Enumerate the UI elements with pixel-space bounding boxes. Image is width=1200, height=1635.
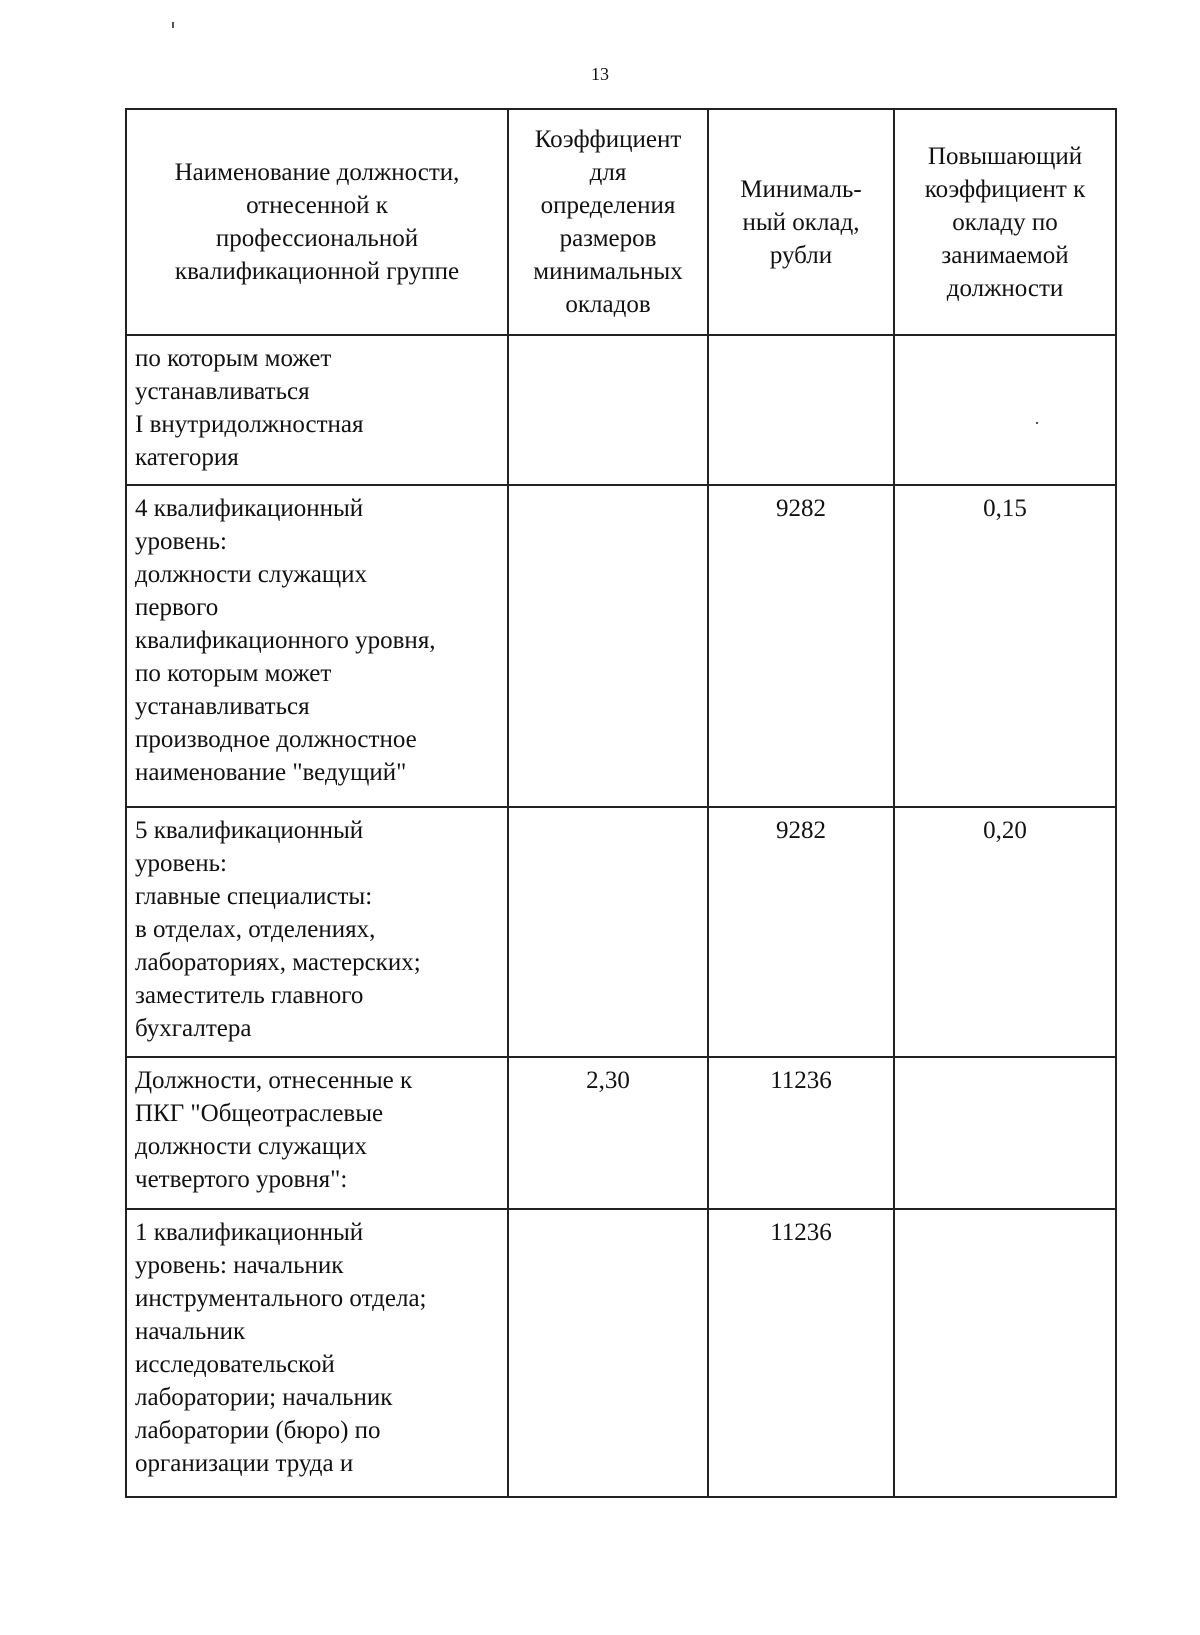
cell-coefficient: 2,30 (508, 1057, 708, 1209)
cell-min-salary: 11236 (708, 1209, 894, 1497)
table-row (126, 485, 1116, 807)
cell-raise-coefficient (894, 1057, 1116, 1209)
cell-position-name: 1 квалификационный уровень: начальник инструментального отдела; начальник исследовательской лаборатории; начальник лаборатории (бюро) по организации труда и (126, 1209, 508, 1497)
table-row (126, 335, 1116, 485)
table-row (126, 807, 1116, 1057)
header-coefficient: Коэффициент для определения размеров минимальных окладов (508, 109, 708, 335)
cell-raise-coefficient: 0,15 (894, 485, 1116, 807)
header-position-name: Наименование должности, отнесенной к профессиональной квалификационной группе (126, 109, 508, 335)
cell-raise-coefficient (894, 335, 1116, 485)
salary-table (125, 108, 1117, 1498)
cell-coefficient (508, 807, 708, 1057)
cell-raise-coefficient (894, 1209, 1116, 1497)
cell-raise-coefficient: 0,20 (894, 807, 1116, 1057)
header-min-salary: Минималь- ный оклад, рубли (708, 109, 894, 335)
cell-min-salary: 11236 (708, 1057, 894, 1209)
table-row (126, 1209, 1116, 1497)
cell-position-name: 4 квалификационный уровень: должности служащих первого квалификационного уровня, по которым может устанавливаться производное должностное наименование "ведущий" (126, 485, 508, 807)
cell-coefficient (508, 1209, 708, 1497)
cell-coefficient (508, 485, 708, 807)
cell-min-salary: 9282 (708, 485, 894, 807)
cell-position-name: 5 квалификационный уровень: главные специалисты: в отделах, отделениях, лабораториях, мастерских; заместитель главного бухгалтера (126, 807, 508, 1057)
cell-min-salary (708, 335, 894, 485)
table-header-row (126, 109, 1116, 335)
cell-coefficient (508, 335, 708, 485)
page-number: 13 (591, 64, 609, 84)
cell-min-salary: 9282 (708, 807, 894, 1057)
scan-speck (172, 22, 174, 28)
cell-position-name: по которым может устанавливаться I внутридолжностная категория (126, 335, 508, 485)
header-raise-coefficient: Повышающий коэффициент к окладу по занимаемой должности (894, 109, 1116, 335)
cell-position-name: Должности, отнесенные к ПКГ "Общеотраслевые должности служащих четвертого уровня": (126, 1057, 508, 1209)
table-row (126, 1057, 1116, 1209)
